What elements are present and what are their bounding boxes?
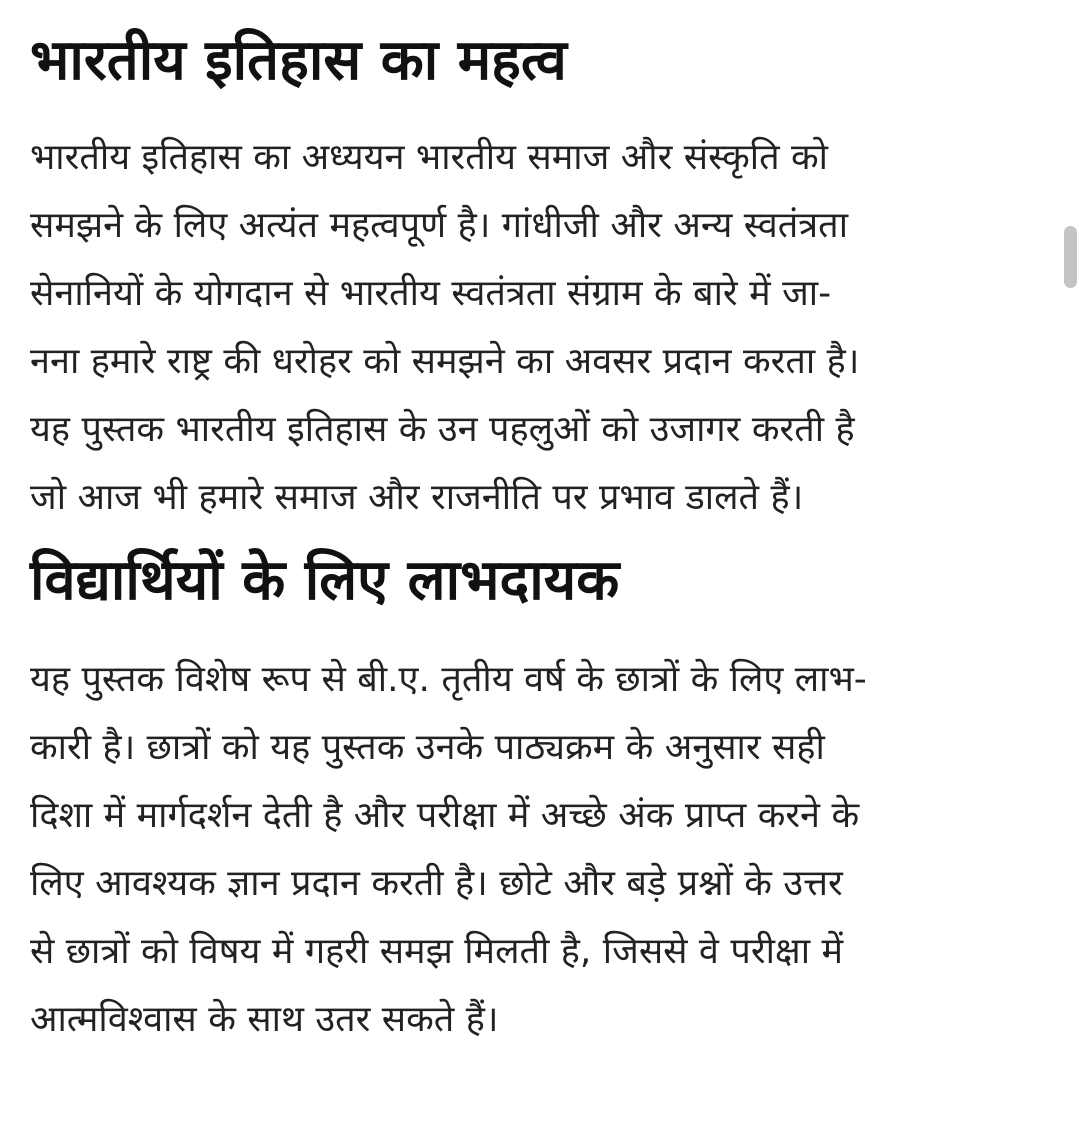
paragraph-importance (30, 124, 1040, 532)
paragraph-line: जो आज भी हमारे समाज और राजनीति पर प्रभाव डालते हैं। (30, 477, 804, 518)
vertical-scrollbar[interactable] (1065, 0, 1079, 1148)
paragraph-line: कारी है। छात्रों को यह पुस्तक उनके पाठ्यक्रम के अनुसार सही (30, 727, 825, 768)
article-content (30, 0, 1040, 1054)
paragraph-line: समझने के लिए अत्यंत महत्वपूर्ण है। गांधीजी और अन्य स्वतंत्रता (30, 205, 849, 246)
paragraph-line: आत्मविश्वास के साथ उतर सकते हैं। (30, 999, 499, 1040)
paragraph-line: नना हमारे राष्ट्र की धरोहर को समझने का अवसर प्रदान करता है। (30, 341, 860, 382)
paragraph-line: यह पुस्तक भारतीय इतिहास के उन पहलुओं को उजागर करती है (30, 409, 855, 450)
section-heading-student-benefit: विद्यार्थियों के लिए लाभदायक (30, 548, 620, 613)
paragraph-line: से छात्रों को विषय में गहरी समझ मिलती है, जिससे वे परीक्षा में (30, 931, 843, 972)
paragraph-line: सेनानियों के योगदान से भारतीय स्वतंत्रता संग्राम के बारे में जा- (30, 273, 832, 314)
section-heading-importance: भारतीय इतिहास का महत्व (30, 28, 567, 93)
paragraph-line: दिशा में मार्गदर्शन देती है और परीक्षा में अच्छे अंक प्राप्त करने के (30, 795, 860, 836)
paragraph-student-benefit (30, 646, 1040, 1054)
paragraph-line: भारतीय इतिहास का अध्ययन भारतीय समाज और संस्कृति को (30, 137, 829, 178)
paragraph-line: लिए आवश्यक ज्ञान प्रदान करती है। छोटे और बड़े प्रश्नों के उत्तर (30, 863, 843, 904)
paragraph-line: यह पुस्तक विशेष रूप से बी.ए. तृतीय वर्ष के छात्रों के लिए लाभ- (30, 659, 867, 700)
scrollbar-thumb[interactable] (1064, 226, 1077, 288)
